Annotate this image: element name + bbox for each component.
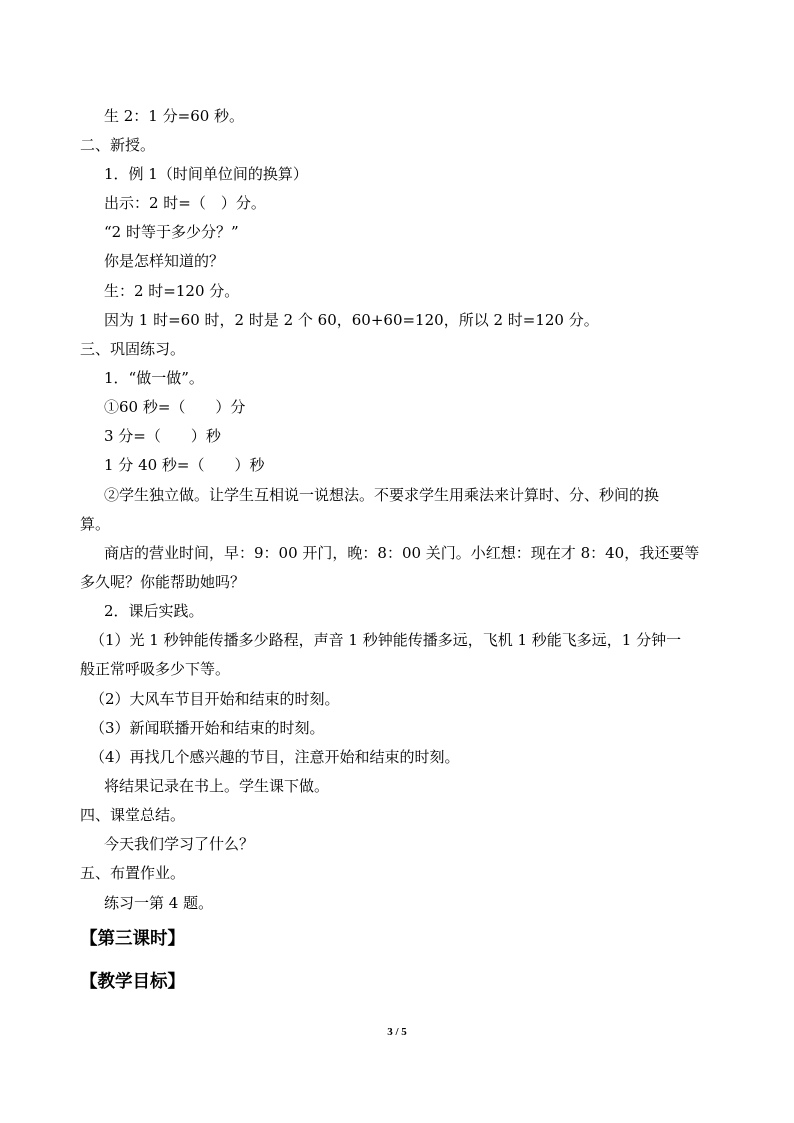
text-line: 因为 1 时=60 时，2 时是 2 个 60，60+60=120，所以 2 时=120 分。 — [104, 311, 599, 329]
text-line: 将结果记录在书上。学生课下做。 — [104, 777, 330, 795]
text-line: 1．例 1（时间单位间的换算） — [104, 165, 308, 183]
section-heading: 二、新授。 — [80, 136, 156, 154]
text-line: （3）新闻联播开始和结束的时刻。 — [90, 719, 325, 737]
text-line: 多久呢？你能帮助她吗？ — [80, 573, 246, 591]
lesson-heading: 【第三课时】 — [80, 929, 185, 949]
text-line: 练习一第 4 题。 — [104, 894, 214, 912]
text-line: ②学生独立做。让学生互相说一说想法。不要求学生用乘法来计算时、分、秒间的换 — [104, 486, 660, 504]
section-heading: 四、课堂总结。 — [80, 806, 186, 824]
text-line: 生 2：1 分=60 秒。 — [104, 107, 245, 125]
text-line: “2 时等于多少分？” — [104, 223, 239, 241]
text-line: 今天我们学习了什么？ — [104, 835, 255, 853]
text-line: 生：2 时=120 分。 — [104, 282, 240, 300]
text-line: （1）光 1 秒钟能传播多少路程，声音 1 秒钟能传播多远，飞机 1 秒能飞多远，1 分钟一 — [90, 631, 682, 649]
text-line: 1．“做一做”。 — [104, 369, 204, 387]
text-line: （4）再找几个感兴趣的节目，注意开始和结束的时刻。 — [90, 748, 460, 766]
objectives-heading: 【教学目标】 — [80, 972, 185, 992]
section-heading: 五、布置作业。 — [80, 864, 186, 882]
text-line: （2）大风车节目开始和结束的时刻。 — [90, 690, 340, 708]
section-heading: 三、巩固练习。 — [80, 340, 186, 358]
text-line: 1 分 40 秒=（ ）秒 — [104, 456, 265, 474]
text-line: 3 分=（ ）秒 — [104, 427, 221, 445]
text-line: ①60 秒=（ ）分 — [104, 398, 246, 416]
text-line: 出示：2 时=（ ）分。 — [104, 194, 266, 212]
text-line: 2．课后实践。 — [104, 602, 204, 620]
text-line: 你是怎样知道的？ — [104, 252, 225, 270]
text-line: 商店的营业时间，早：9：00 开门，晚：8：00 关门。小红想：现在才 8：40，我还要等 — [104, 544, 700, 562]
page-number: 3 / 5 — [387, 1026, 407, 1038]
text-line: 般正常呼吸多少下等。 — [80, 660, 231, 678]
text-line: 算。 — [80, 515, 111, 533]
